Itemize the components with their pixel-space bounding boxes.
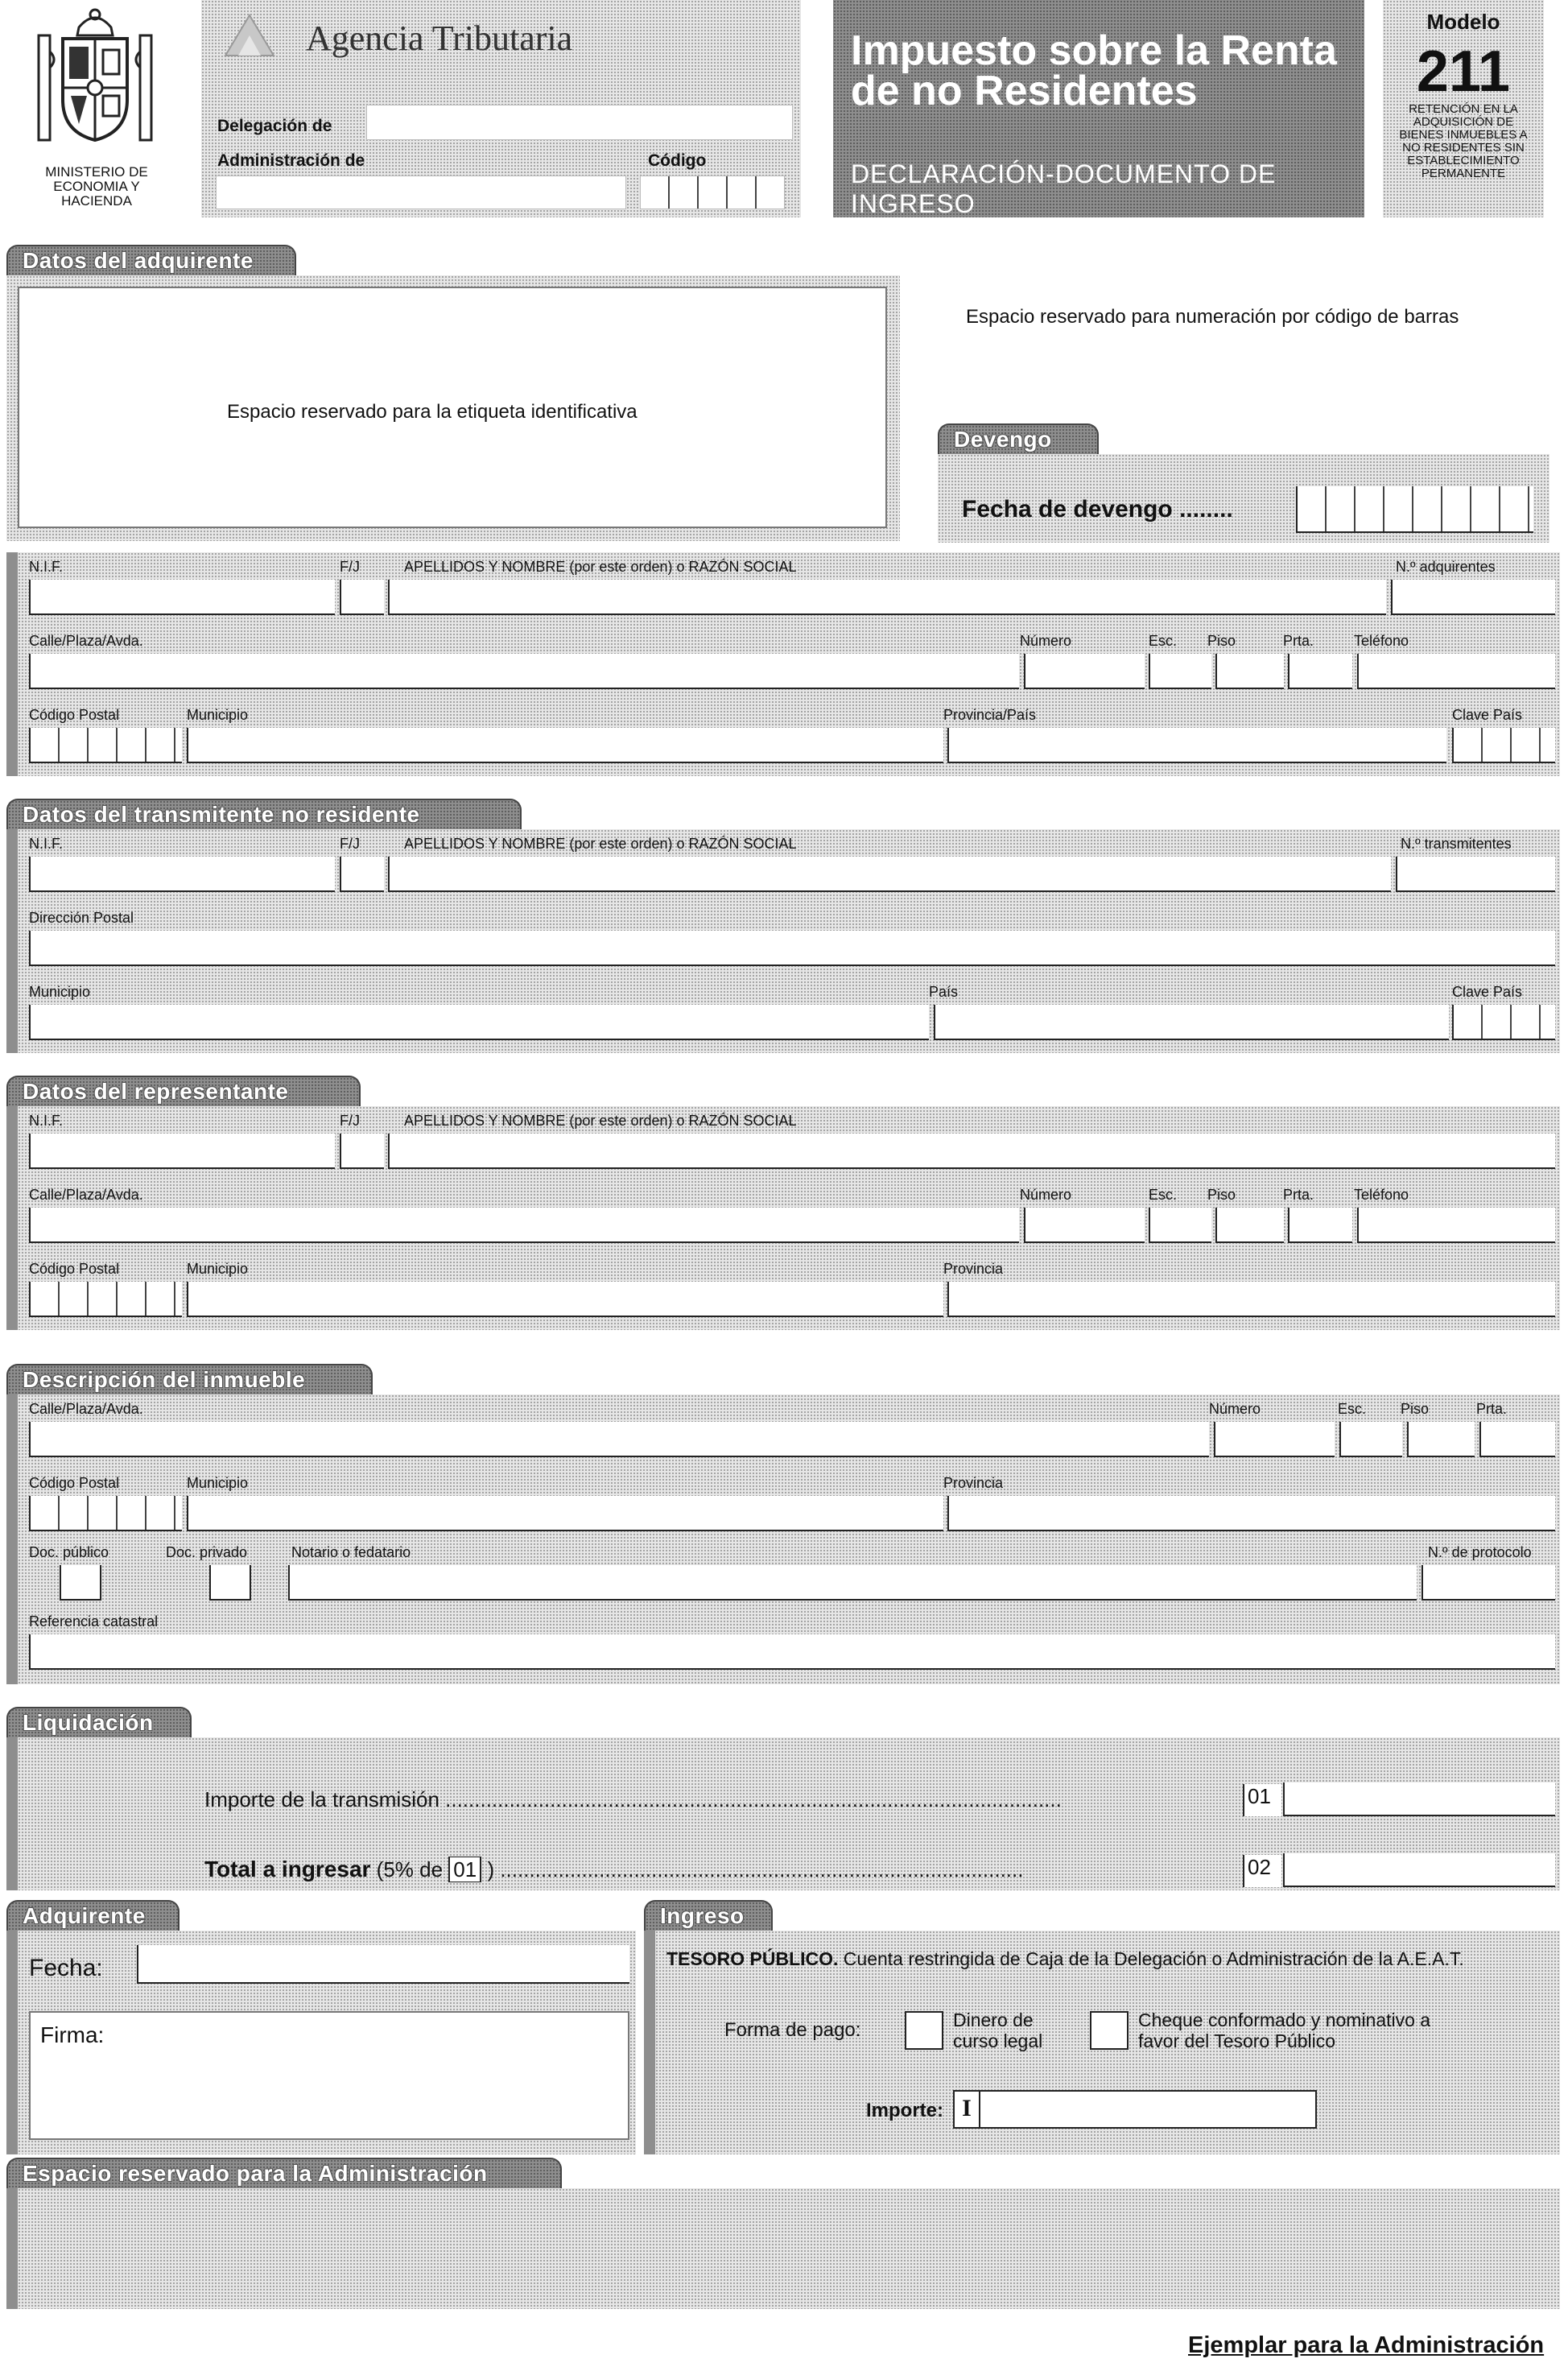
modelo-panel [1383,0,1544,217]
adq-num-adquirentes-label: N.º adquirentes [1396,559,1496,575]
fecha-devengo-label: Fecha de devengo ........ [962,496,1233,523]
cheque-label: Cheque conformado y nominativo a favor del Tesoro Público [1138,2010,1431,2051]
rep-provincia-input[interactable] [947,1282,1555,1317]
adq-esc-input[interactable] [1149,654,1211,689]
delegacion-input[interactable] [366,105,793,140]
administracion-input[interactable] [216,176,626,209]
fecha-input[interactable] [137,1945,629,1984]
tab-liquidacion: Liquidación [6,1707,192,1737]
rep-provincia-label: Provincia [943,1261,1004,1277]
rep-numero-input[interactable] [1024,1208,1145,1243]
inmueble-rows [6,1394,1560,1684]
firma-box[interactable] [29,2011,629,2140]
importe-transmision-input[interactable] [1283,1782,1555,1816]
adq-municipio-input[interactable] [187,728,943,763]
adq-provincia-pais-input[interactable] [947,728,1446,763]
adq-nombre-input[interactable] [388,580,1386,615]
total-ingresar-pre: (5% de [376,1857,444,1882]
firma-label: Firma: [40,2022,105,2047]
adq-nif-input[interactable] [29,580,335,615]
rep-telefono-input[interactable] [1357,1208,1555,1243]
inm-calle-input[interactable] [29,1422,1209,1457]
tr-nombre-label: APELLIDOS Y NOMBRE (por este orden) o RAZÓN SOCIAL [404,836,797,852]
rep-numero-label: Número [1020,1187,1072,1203]
tab-espacio-administracion: Espacio reservado para la Administración [6,2158,562,2188]
cheque-checkbox[interactable] [1090,2011,1129,2050]
inm-notario-label: Notario o fedatario [291,1544,411,1560]
header [0,0,1568,233]
adq-telefono-label: Teléfono [1354,633,1409,649]
inm-protocolo-input[interactable] [1422,1565,1555,1601]
inm-doc-privado-label: Doc. privado [166,1544,248,1560]
rep-municipio-label: Municipio [187,1261,249,1277]
adq-num-adquirentes-input[interactable] [1391,580,1555,615]
agency-logo-icon [217,11,282,60]
tesoro-rest: Cuenta restringida de Caja de la Delegación o Administración de la A.E.A.T. [843,1948,1464,1969]
representante-rows [6,1106,1560,1330]
etiqueta-note: Espacio reservado para la etiqueta identificativa [227,401,638,423]
rep-cp-label: Código Postal [29,1261,120,1277]
inm-cp-label: Código Postal [29,1475,120,1491]
adq-cp-label: Código Postal [29,707,120,723]
tr-pais-input[interactable] [934,1005,1449,1040]
adq-piso-input[interactable] [1215,654,1284,689]
liquidacion-panel [6,1737,1560,1890]
rep-fj-label: F/J [340,1113,360,1129]
total-ingresar-label: Total a ingresar [204,1857,371,1882]
tr-num-transmitentes-input[interactable] [1396,857,1555,892]
transmitente-rows [6,829,1560,1053]
codigo-input[interactable] [640,176,785,209]
tr-clave-pais-input[interactable] [1452,1005,1555,1040]
rep-piso-input[interactable] [1215,1208,1284,1243]
dinero-checkbox[interactable] [905,2011,943,2050]
tr-municipio-label: Municipio [29,984,91,1000]
total-ingresar-ref: 01 [448,1857,481,1882]
tab-adquirente: Adquirente [6,1900,179,1931]
agency-panel [201,0,801,217]
inm-prta-label: Prta. [1476,1401,1508,1417]
inm-doc-publico-checkbox[interactable] [60,1565,101,1601]
importe-transmision-label: Importe de la transmisión .......................................................................................................... [204,1787,1062,1811]
inm-cp-input[interactable] [29,1496,182,1531]
adq-piso-label: Piso [1207,633,1236,649]
rep-prta-input[interactable] [1288,1208,1352,1243]
adq-telefono-input[interactable] [1357,654,1555,689]
tab-datos-representante: Datos del representante [6,1076,361,1106]
rep-calle-label: Calle/Plaza/Avda. [29,1187,143,1203]
adq-esc-label: Esc. [1149,633,1178,649]
tesoro-bold: TESORO PÚBLICO. [666,1948,839,1969]
tab-devengo: Devengo [938,423,1099,454]
rep-prta-label: Prta. [1283,1187,1314,1203]
codigo-label: Código [648,151,707,170]
administracion-panel [6,2188,1560,2309]
barcode-note: Espacio reservado para numeración por código de barras [966,306,1459,328]
rep-nif-input[interactable] [29,1134,335,1169]
ministry-name: MINISTERIO DE ECONOMIA Y HACIENDA [45,164,148,209]
adq-clave-pais-label: Clave País [1452,707,1523,723]
tab-datos-adquirente: Datos del adquirente [6,245,296,275]
inm-esc-input[interactable] [1339,1422,1402,1457]
inm-piso-label: Piso [1401,1401,1430,1417]
rep-telefono-label: Teléfono [1354,1187,1409,1203]
title-panel [833,0,1364,217]
rep-piso-label: Piso [1207,1187,1236,1203]
inm-referencia-input[interactable] [29,1634,1555,1670]
total-ingresar-input[interactable] [1283,1853,1555,1887]
adq-prta-label: Prta. [1283,633,1314,649]
box-01-code: 01 [1243,1784,1281,1816]
inm-doc-publico-label: Doc. público [29,1544,109,1560]
inm-piso-input[interactable] [1407,1422,1475,1457]
modelo-label: Modelo [1426,10,1500,34]
tr-fj-input[interactable] [340,857,384,892]
importe-label: Importe: [866,2100,943,2121]
tax-subtitle: DECLARACIÓN-DOCUMENTO DE INGRESO [851,159,1277,218]
delegacion-label: Delegación de [217,117,332,135]
adq-fj-label: F/J [340,559,360,575]
adq-numero-input[interactable] [1024,654,1145,689]
inm-referencia-label: Referencia catastral [29,1613,159,1630]
coat-of-arms-logo [23,3,167,164]
inm-provincia-label: Provincia [943,1475,1004,1491]
importe-input[interactable] [979,2090,1317,2129]
tr-fj-label: F/J [340,836,360,852]
adq-prta-input[interactable] [1288,654,1352,689]
adq-calle-input[interactable] [29,654,1019,689]
agency-name: Agencia Tributaria [306,19,573,58]
tab-descripcion-inmueble: Descripción del inmueble [6,1364,373,1394]
rep-calle-input[interactable] [29,1208,1019,1243]
adquirente-data-rows [6,552,1560,776]
adq-municipio-label: Municipio [187,707,249,723]
devengo-panel [938,454,1549,543]
tax-title: Impuesto sobre la Renta de no Residentes [851,27,1337,114]
adq-clave-pais-input[interactable] [1452,728,1555,763]
fecha-devengo-input[interactable] [1296,486,1533,533]
fecha-label: Fecha: [29,1955,103,1981]
inm-notario-input[interactable] [288,1565,1417,1601]
tr-num-transmitentes-label: N.º transmitentes [1401,836,1512,852]
inm-esc-label: Esc. [1338,1401,1367,1417]
tr-clave-pais-label: Clave País [1452,984,1523,1000]
box-02-code: 02 [1243,1855,1281,1887]
modelo-description: RETENCIÓN EN LA ADQUISICIÓN DE BIENES INMUEBLES A NO RESIDENTES SIN ESTABLECIMIENTO PERMANENTE [1399,102,1528,180]
modelo-number: 211 [1416,39,1511,104]
inm-doc-privado-checkbox[interactable] [209,1565,251,1601]
inm-protocolo-label: N.º de protocolo [1428,1544,1532,1560]
tr-pais-label: País [929,984,959,1000]
administracion-label: Administración de [217,151,365,170]
forma-pago-label: Forma de pago: [724,2019,861,2041]
rep-nombre-label: APELLIDOS Y NOMBRE (por este orden) o RAZÓN SOCIAL [404,1113,797,1129]
tab-datos-transmitente: Datos del transmitente no residente [6,799,522,829]
adq-nombre-label: APELLIDOS Y NOMBRE (por este orden) o RAZÓN SOCIAL [404,559,797,575]
tr-municipio-input[interactable] [29,1005,929,1040]
inm-calle-label: Calle/Plaza/Avda. [29,1401,143,1417]
rep-esc-label: Esc. [1149,1187,1178,1203]
total-ingresar-post: ) .......................................................................................... [487,1857,1024,1882]
rep-fj-input[interactable] [340,1134,384,1169]
adq-calle-label: Calle/Plaza/Avda. [29,633,143,649]
adquirente-firma-panel [6,1931,636,2154]
rep-cp-input[interactable] [29,1282,182,1317]
tr-nombre-input[interactable] [388,857,1391,892]
rep-municipio-input[interactable] [187,1282,943,1317]
etiqueta-area [18,287,887,528]
adq-numero-label: Número [1020,633,1072,649]
ingreso-panel [644,1931,1560,2154]
tab-ingreso: Ingreso [644,1900,773,1931]
tr-direccion-input[interactable] [29,931,1555,966]
adq-provincia-pais-label: Provincia/País [943,707,1037,723]
adq-nif-label: N.I.F. [29,559,64,575]
tr-nif-input[interactable] [29,857,335,892]
inm-numero-input[interactable] [1214,1422,1335,1457]
rep-nombre-input[interactable] [388,1134,1555,1169]
inm-provincia-input[interactable] [947,1496,1555,1531]
tesoro-line [666,1948,1464,1970]
inm-municipio-label: Municipio [187,1475,249,1491]
tr-nif-label: N.I.F. [29,836,64,852]
rep-nif-label: N.I.F. [29,1113,64,1129]
importe-prefix-box [953,2090,980,2129]
adq-cp-input[interactable] [29,728,182,763]
inm-municipio-input[interactable] [187,1496,943,1531]
tr-direccion-label: Dirección Postal [29,910,134,926]
inm-prta-input[interactable] [1479,1422,1555,1457]
rep-esc-input[interactable] [1149,1208,1211,1243]
adquirente-label-area [6,275,900,541]
inm-numero-label: Número [1209,1401,1261,1417]
total-ingresar-line [204,1857,1243,1882]
adq-fj-input[interactable] [340,580,384,615]
dinero-label: Dinero de curso legal [953,2010,1043,2051]
ejemplar-footer: Ejemplar para la Administración [1188,2332,1545,2358]
importe-prefix: I [962,2095,972,2121]
